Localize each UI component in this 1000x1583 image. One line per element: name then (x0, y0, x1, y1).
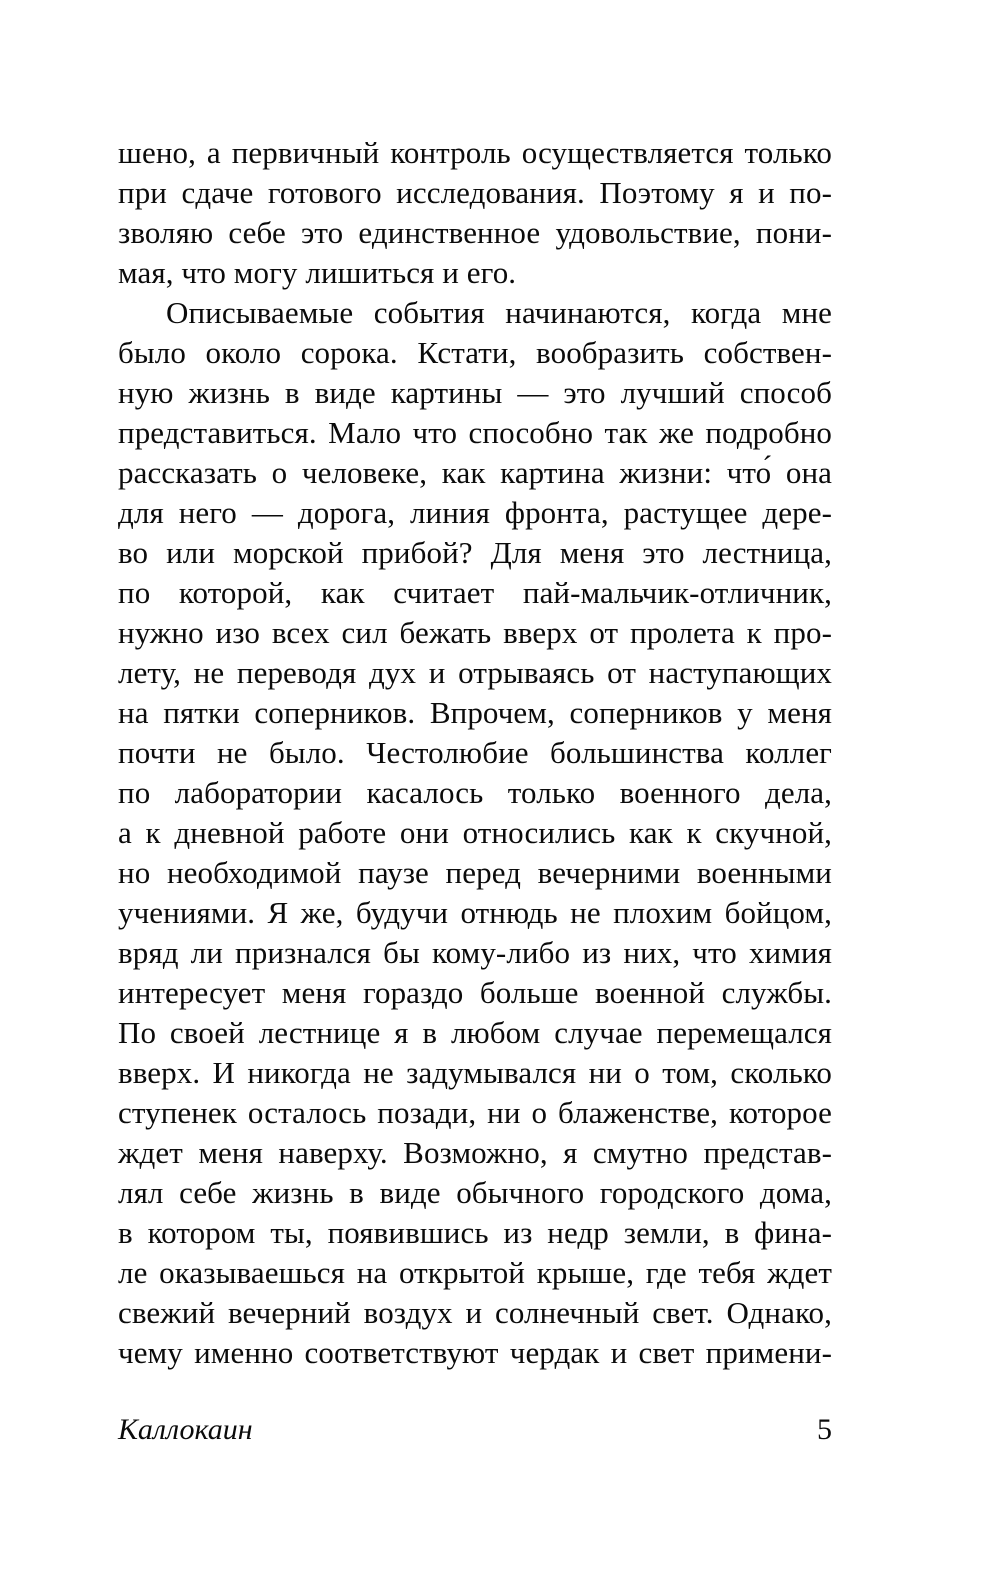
body-text-line: свежий вечерний воздух и солнечный свет. Однако, (118, 1295, 832, 1330)
body-text-line: чему именно соответствуют чердак и свет примени- (118, 1335, 832, 1370)
body-text-line: при сдаче готового исследования. Поэтому я и по- (118, 175, 832, 210)
body-text-line: зволяю себе это единственное удовольствие, пони- (118, 215, 832, 250)
body-text-line: шено, а первичный контроль осуществляется только (118, 135, 832, 170)
body-text-line: по которой, как считает пай-мальчик-отличник, (118, 575, 832, 610)
body-text-line: на пятки соперников. Впрочем, соперников у меня (118, 695, 832, 730)
body-text-line: было около сорока. Кстати, вообразить собствен- (118, 335, 832, 370)
body-text-line: почти не было. Честолюбие большинства коллег (118, 735, 832, 770)
page-footer (118, 1412, 832, 1448)
running-title: Каллокаин (118, 1413, 253, 1446)
body-text-line: ную жизнь в виде картины — это лучший способ (118, 375, 832, 410)
body-text-line: для него — дорога, линия фронта, растущее дере- (118, 495, 832, 530)
body-text-line: представиться. Мало что способно так же подробно (118, 415, 832, 450)
body-text-line: мая, что могу лишиться и его. (118, 255, 517, 290)
body-text-line: нужно изо всех сил бежать вверх от пролета к про- (118, 615, 832, 650)
body-text-line: рассказать о человеке, как картина жизни: что́ она (118, 455, 832, 490)
body-text-line: а к дневной работе они относились как к скучной, (118, 815, 832, 850)
page-number: 5 (817, 1413, 832, 1446)
body-text-line: По своей лестнице я в любом случае перемещался (118, 1015, 832, 1050)
body-text-line: учениями. Я же, будучи отнюдь не плохим бойцом, (118, 895, 832, 930)
body-text-line: интересует меня гораздо больше военной службы. (118, 975, 832, 1010)
body-text-line: ступенек осталось позади, ни о блаженстве, которое (118, 1095, 832, 1130)
body-text-line: ле оказываешься на открытой крыше, где тебя ждет (118, 1255, 832, 1290)
body-text-line: ждет меня наверху. Возможно, я смутно представ- (118, 1135, 832, 1170)
body-text-line: по лаборатории касалось только военного дела, (118, 775, 832, 810)
body-text-line: во или морской прибой? Для меня это лестница, (118, 535, 832, 570)
body-text-line: вверх. И никогда не задумывался ни о том, сколько (118, 1055, 832, 1090)
body-text-line: лял себе жизнь в виде обычного городского дома, (118, 1175, 832, 1210)
text-block (118, 133, 832, 1373)
body-text-line: вряд ли признался бы кому-либо из них, что химия (118, 935, 832, 970)
body-text-line: Описываемые события начинаются, когда мне (166, 295, 832, 330)
body-text-line: но необходимой паузе перед вечерними военными (118, 855, 832, 890)
body-text-line: лету, не переводя дух и отрываясь от наступающих (118, 655, 832, 690)
body-text-line: в котором ты, появившись из недр земли, в фина- (118, 1215, 832, 1250)
